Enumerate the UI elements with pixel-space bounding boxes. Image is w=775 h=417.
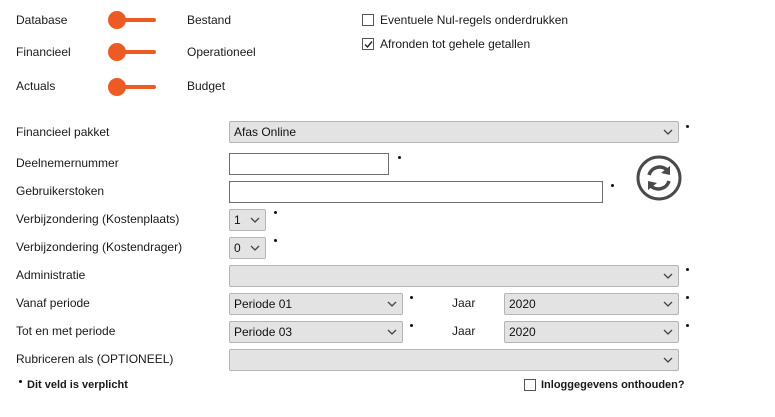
required-marker [274, 211, 277, 214]
chevron-down-icon [663, 357, 673, 363]
toggle-right-label-operationeel: Operationeel [187, 45, 256, 59]
checkmark-icon [363, 39, 374, 50]
required-marker [410, 296, 413, 299]
rubric-select[interactable] [229, 349, 679, 371]
to-period-label: Tot en met periode [16, 324, 116, 338]
participant-label: Deelnemernummer [16, 156, 119, 170]
data-type-toggle[interactable] [108, 77, 158, 97]
participant-input[interactable] [229, 153, 389, 175]
toggle-right-label-bestand: Bestand [187, 13, 232, 27]
mode-toggle[interactable] [108, 42, 158, 62]
toggle-right-label-budget: Budget [187, 79, 226, 93]
from-year-label: Jaar [452, 296, 476, 310]
from-year-select[interactable] [504, 293, 679, 315]
administration-label: Administratie [16, 268, 86, 282]
required-marker [686, 125, 689, 128]
cost-center-value: 1 [234, 213, 241, 227]
required-marker [398, 156, 401, 159]
refresh-icon[interactable] [635, 154, 683, 202]
toggle-left-label-database: Database [16, 13, 68, 27]
cost-unit-label: Verbijzondering (Kostendrager) [16, 240, 183, 254]
to-year-select[interactable] [504, 321, 679, 343]
required-marker [686, 296, 689, 299]
to-year-label: Jaar [452, 324, 476, 338]
package-label: Financieel pakket [16, 125, 110, 139]
required-marker [686, 268, 689, 271]
chevron-down-icon [663, 329, 673, 335]
to-period-value: Periode 03 [234, 325, 293, 339]
required-marker [686, 324, 689, 327]
from-year-value: 2020 [509, 297, 536, 311]
toggle-left-label-actuals: Actuals [16, 79, 56, 93]
from-period-value: Periode 01 [234, 297, 293, 311]
toggle-left-label-financieel: Financieel [16, 45, 71, 59]
cost-unit-select[interactable] [229, 237, 266, 259]
rubric-label: Rubriceren als (OPTIONEEL) [16, 352, 174, 366]
administration-select[interactable] [229, 265, 679, 287]
suppress-zero-checkbox[interactable] [362, 14, 374, 26]
to-year-value: 2020 [509, 325, 536, 339]
chevron-down-icon [663, 301, 673, 307]
remember-login-checkbox[interactable] [524, 379, 536, 391]
remember-login-label: Inloggegevens onthouden? [541, 379, 685, 391]
suppress-zero-label: Eventuele Nul-regels onderdrukken [380, 13, 569, 27]
token-label: Gebruikerstoken [16, 184, 105, 198]
package-value: Afas Online [234, 125, 297, 139]
token-input[interactable] [229, 181, 603, 203]
from-period-label: Vanaf periode [16, 296, 90, 310]
to-period-select[interactable] [229, 321, 403, 343]
cost-center-select[interactable] [229, 209, 266, 231]
required-marker [274, 239, 277, 242]
cost-unit-value: 0 [234, 241, 241, 255]
source-toggle[interactable] [108, 10, 158, 30]
required-marker [410, 324, 413, 327]
chevron-down-icon [663, 273, 673, 279]
required-marker [611, 184, 614, 187]
from-period-select[interactable] [229, 293, 403, 315]
chevron-down-icon [250, 245, 260, 251]
required-note: Dit veld is verplicht [27, 379, 128, 391]
required-marker [19, 380, 22, 383]
chevron-down-icon [250, 217, 260, 223]
chevron-down-icon [387, 329, 397, 335]
round-label: Afronden tot gehele getallen [380, 37, 531, 51]
round-checkbox[interactable] [362, 38, 374, 50]
cost-center-label: Verbijzondering (Kostenplaats) [16, 212, 180, 226]
chevron-down-icon [387, 301, 397, 307]
chevron-down-icon [663, 129, 673, 135]
package-select[interactable] [229, 121, 679, 143]
